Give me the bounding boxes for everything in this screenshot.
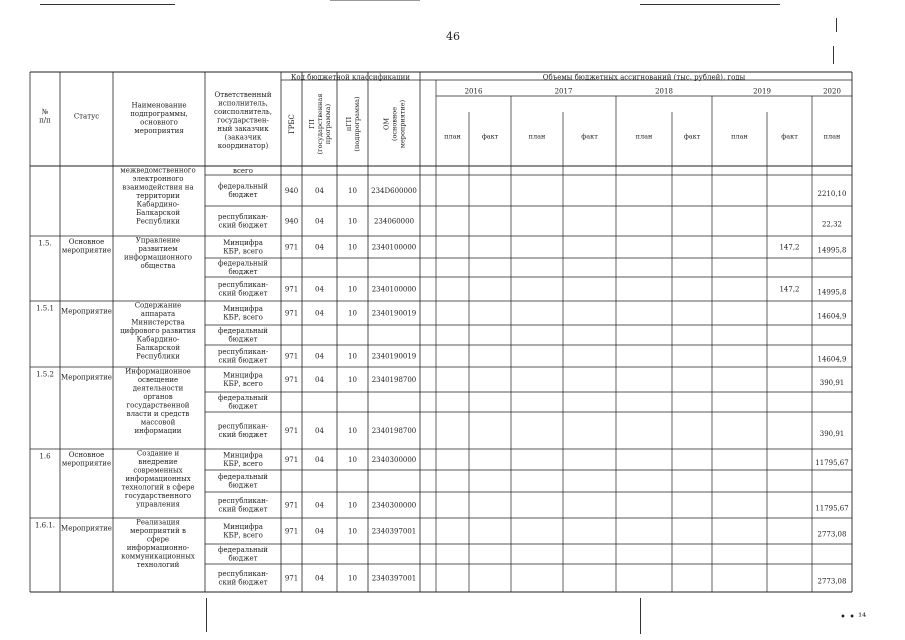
row-4-om-2: 2340300000 (371, 501, 417, 510)
row-2-gp-2: 04 (315, 352, 324, 361)
row-2-om-0: 2340190019 (371, 309, 417, 318)
row-status-2: Мероприятие (61, 307, 112, 316)
row-1-grbs-0: 971 (284, 243, 299, 252)
header-plan-2: план (528, 132, 546, 141)
row-0-om-1: 234D600000 (371, 186, 417, 195)
row-1-gp-2: 04 (315, 285, 324, 294)
row-1-grbs-2: 971 (284, 285, 299, 294)
row-2-2020-plan-0: 14604,9 (817, 312, 847, 321)
row-5-gp-0: 04 (315, 527, 324, 536)
row-3-2020-plan-2: 390,91 (819, 429, 845, 438)
row-1-2019-fact-0: 147,2 (779, 243, 800, 252)
row-name-1: Управление развитием информационного общества (124, 236, 192, 270)
row-1-om-0: 2340100000 (371, 243, 417, 252)
header-responsible: Ответственный исполнитель, соисполнитель, государствен-ный заказчик (заказчик координатор) (214, 90, 272, 150)
row-0-pgp-2: 10 (348, 217, 357, 226)
row-name-0: межведомственного электронного взаимодействия на территории Кабардино-Балкарской Республики (120, 166, 196, 226)
header-status: Статус (73, 112, 100, 121)
header-year-2020: 2020 (823, 87, 841, 96)
row-1-2020-plan-0: 14995,8 (817, 246, 847, 255)
row-1-resp-0: Минцифра КБР, всего (223, 239, 263, 256)
row-4-grbs-2: 971 (284, 501, 299, 510)
row-0-om-2: 234060000 (373, 217, 415, 226)
row-5-2020-plan-2: 2773,08 (817, 577, 847, 586)
header-name: Наименование подпрограммы, основного мероприятия (130, 101, 188, 136)
row-4-pgp-2: 10 (348, 501, 357, 510)
row-2-pgp-0: 10 (348, 309, 357, 318)
row-4-resp-0: Минцифра КБР, всего (223, 451, 263, 469)
row-5-resp-2: республикан-ский бюджет (217, 570, 269, 587)
header-plan-8: план (823, 132, 841, 141)
row-status-5: Мероприятие (61, 524, 112, 533)
row-0-pgp-1: 10 (348, 186, 357, 195)
row-2-om-2: 2340190019 (371, 352, 417, 361)
row-2-resp-1: федеральный бюджет (218, 327, 268, 344)
row-num-5: 1.6.1. (34, 521, 56, 530)
row-num-4: 1.6 (39, 452, 51, 461)
row-4-om-0: 2340300000 (371, 455, 417, 464)
corner-mark: • • ¹⁴ (840, 612, 867, 623)
row-2-grbs-0: 971 (284, 309, 299, 318)
row-5-grbs-0: 971 (284, 527, 299, 536)
header-om: ОМ(основноемероприятие) (382, 99, 407, 149)
row-3-resp-2: республикан-ский бюджет (217, 422, 269, 440)
row-3-grbs-2: 971 (284, 426, 299, 435)
row-5-resp-1: федеральный бюджет (218, 546, 268, 563)
row-3-2020-plan-0: 390,91 (819, 378, 845, 387)
row-4-resp-1: федеральный бюджет (218, 473, 268, 490)
row-1-om-2: 2340100000 (371, 285, 417, 294)
row-1-2019-fact-2: 147,2 (779, 285, 800, 294)
row-5-grbs-2: 971 (284, 574, 299, 583)
row-4-resp-2: республикан-ский бюджет (217, 497, 269, 514)
row-name-5: Реализация мероприятий в сфере информационно-коммуникационных технологий (121, 518, 195, 569)
row-0-2020-plan-2: 22,32 (821, 220, 843, 229)
row-0-gp-1: 04 (315, 186, 324, 195)
row-0-grbs-1: 940 (284, 186, 299, 195)
header-num: № п/п (39, 108, 51, 125)
row-1-gp-0: 04 (315, 243, 324, 252)
row-0-resp-2: республикан-ский бюджет (217, 213, 269, 230)
header-volumes: Объемы бюджетных ассигнований (тыс. рублей), годы (542, 73, 746, 82)
row-num-1: 1.5. (38, 239, 52, 248)
row-2-gp-0: 04 (315, 309, 324, 318)
header-plan-6: план (731, 132, 748, 141)
row-status-1: Основное мероприятие (61, 238, 112, 255)
row-1-pgp-0: 10 (348, 243, 357, 252)
header-year-2019: 2019 (753, 87, 771, 96)
row-5-pgp-0: 10 (348, 527, 357, 536)
row-num-3: 1.5.2 (36, 370, 54, 379)
row-1-resp-2: республикан-ский бюджет (217, 281, 269, 298)
row-5-pgp-2: 10 (348, 574, 357, 583)
row-status-4: Основное мероприятие (61, 451, 112, 468)
header-fact-7: факт (781, 132, 798, 141)
row-4-2020-plan-0: 11795,67 (815, 458, 849, 467)
row-0-resp-0: всего (233, 166, 253, 175)
row-1-pgp-2: 10 (348, 285, 357, 294)
row-3-resp-1: федеральный бюджет (218, 394, 268, 411)
row-2-grbs-2: 971 (284, 352, 299, 361)
header-budget-code: Код бюджетной классификации (290, 73, 411, 82)
row-3-om-2: 2340198700 (371, 426, 417, 435)
row-3-resp-0: Минцифра КБР, всего (223, 371, 263, 389)
row-3-om-0: 2340198700 (371, 375, 417, 384)
row-4-pgp-0: 10 (348, 455, 357, 464)
row-name-4: Создание и внедрение современных информационных технологий в сфере государственного управления (121, 449, 195, 509)
header-fact-3: факт (581, 132, 598, 141)
header-plan-4: план (635, 132, 653, 141)
row-1-2020-plan-2: 14995,8 (817, 288, 847, 297)
header-year-2016: 2016 (464, 87, 483, 96)
row-3-pgp-2: 10 (348, 426, 357, 435)
row-3-gp-2: 04 (315, 426, 324, 435)
row-4-2020-plan-2: 11795,67 (815, 504, 849, 513)
row-2-2020-plan-2: 14604,9 (817, 355, 847, 364)
row-0-2020-plan-1: 2210,10 (817, 189, 847, 198)
row-0-gp-2: 04 (315, 217, 324, 226)
row-4-gp-2: 04 (315, 501, 324, 510)
row-3-pgp-0: 10 (348, 375, 357, 384)
page-number: 46 (446, 30, 460, 43)
row-5-om-0: 2340397001 (371, 527, 417, 536)
row-2-pgp-2: 10 (348, 352, 357, 361)
row-status-3: Мероприятие (61, 373, 112, 382)
row-0-grbs-2: 940 (284, 217, 299, 226)
row-2-resp-2: республикан-ский бюджет (217, 348, 269, 365)
header-grbs: ГРБС (287, 114, 296, 134)
header-year-2018: 2018 (655, 87, 673, 96)
row-name-2: Содержание аппарата Министерства цифрового развития Кабардино-Балкарской Республики (120, 301, 196, 361)
header-year-2017: 2017 (554, 87, 573, 96)
header-fact-1: факт (481, 132, 499, 141)
row-5-resp-0: Минцифра КБР, всего (223, 523, 263, 540)
row-num-2: 1.5.1 (36, 304, 54, 313)
row-1-resp-1: федеральный бюджет (218, 259, 268, 277)
row-5-2020-plan-0: 2773,08 (817, 530, 847, 539)
row-3-gp-0: 04 (315, 375, 324, 384)
row-2-resp-0: Минцифра КБР, всего (223, 305, 263, 322)
row-4-gp-0: 04 (315, 455, 324, 464)
header-pgp: пГП(подпрограмма) (344, 96, 361, 152)
row-5-om-2: 2340397001 (371, 574, 417, 583)
row-0-resp-1: федеральный бюджет (218, 182, 268, 200)
row-name-3: Информационное освещение деятельности органов государственной власти и средств массовой информации (125, 367, 191, 435)
row-5-gp-2: 04 (315, 574, 324, 583)
row-3-grbs-0: 971 (284, 375, 299, 384)
header-gp: ГП(государственнаяпрограмма) (307, 93, 332, 155)
header-plan-0: план (444, 132, 461, 141)
row-4-grbs-0: 971 (284, 455, 299, 464)
header-fact-5: факт (683, 132, 701, 141)
